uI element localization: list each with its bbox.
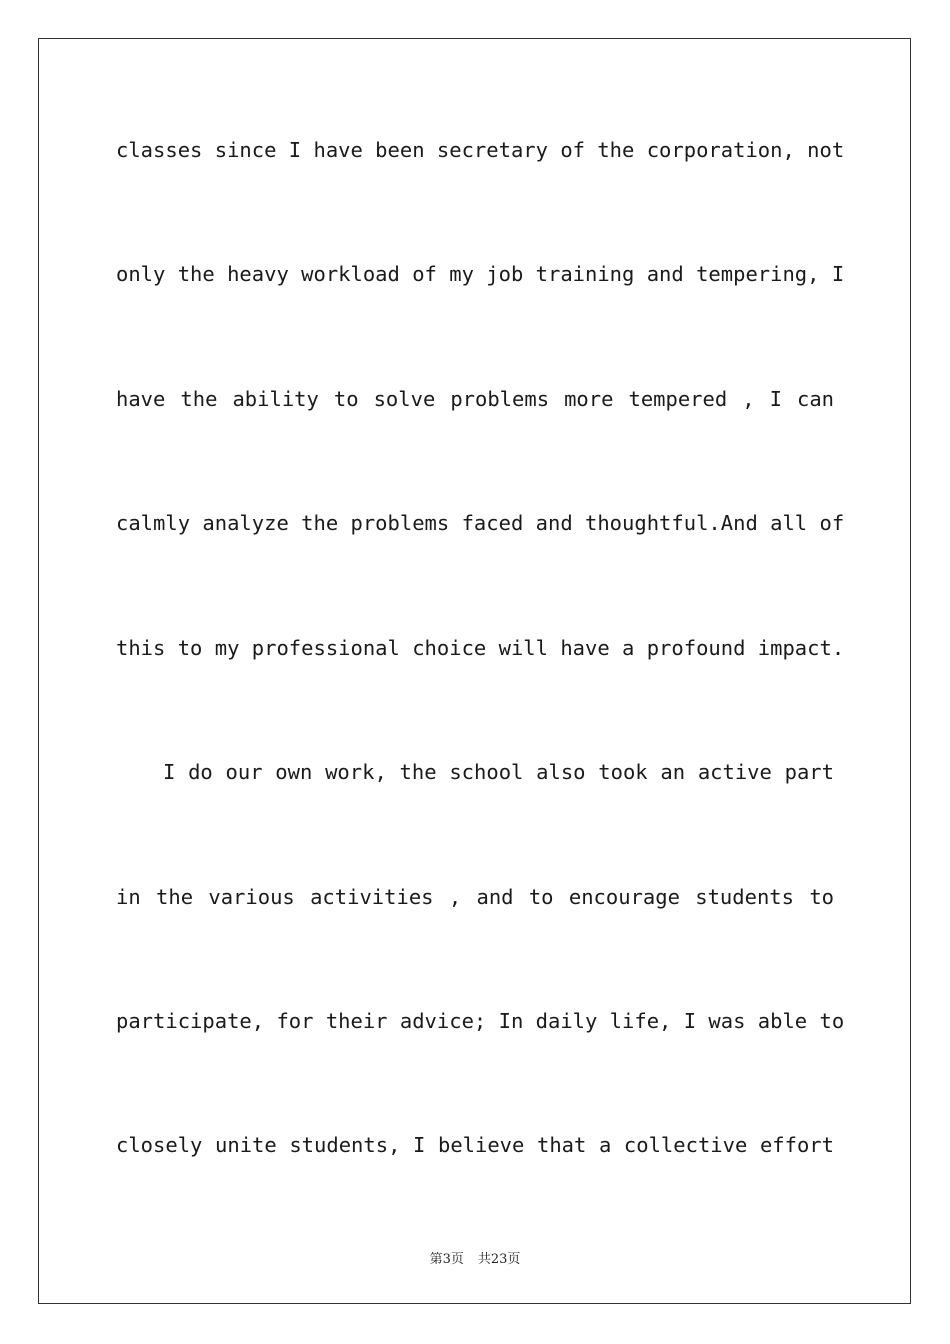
page-footer bbox=[0, 1248, 950, 1267]
paragraph-start-line: I do our own work, the school also took an active part bbox=[163, 760, 834, 784]
text-line: classes since I have been secretary of the corporation, not bbox=[116, 138, 845, 162]
text-line: calmly analyze the problems faced and thoughtful.And all of bbox=[116, 511, 845, 535]
page-border bbox=[38, 38, 911, 1304]
text-line: participate, for their advice; In daily life, I was able to bbox=[116, 1009, 845, 1033]
text-line: have the ability to solve problems more tempered , I can bbox=[116, 387, 834, 411]
text-line: this to my professional choice will have a profound impact. bbox=[116, 636, 845, 660]
page-number: 第3页 bbox=[429, 1252, 464, 1267]
text-line: closely unite students, I believe that a collective effort bbox=[116, 1133, 834, 1157]
text-line: in the various activities , and to encourage students to bbox=[116, 885, 834, 909]
page-total: 共23页 bbox=[477, 1252, 521, 1267]
text-line: only the heavy workload of my job training and tempering, I bbox=[116, 262, 845, 286]
